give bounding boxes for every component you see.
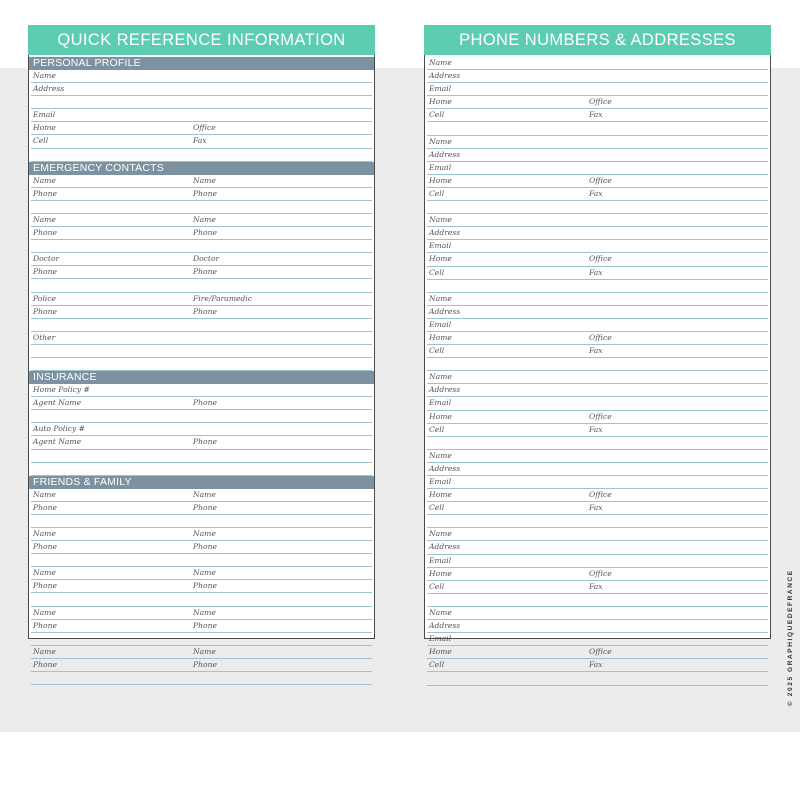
form-line[interactable]: [427, 136, 768, 149]
field-label-secondary: Name: [193, 646, 216, 656]
form-line[interactable]: [31, 149, 372, 162]
field-label-secondary: Fax: [589, 581, 603, 591]
form-line[interactable]: [427, 528, 768, 541]
field-label: Phone: [33, 267, 57, 277]
form-line[interactable]: [31, 646, 372, 659]
field-label: Home: [429, 97, 452, 107]
field-label-secondary: Phone: [193, 581, 217, 591]
form-line[interactable]: [31, 319, 372, 332]
form-line[interactable]: [31, 423, 372, 436]
quick-reference-form: [28, 55, 375, 669]
field-label: Name: [33, 214, 56, 224]
form-line[interactable]: [427, 489, 768, 502]
form-line[interactable]: [31, 672, 372, 685]
form-line[interactable]: [427, 411, 768, 424]
section-header: FRIENDS & FAMILY: [29, 476, 374, 489]
form-line[interactable]: [427, 345, 768, 358]
form-line[interactable]: [31, 567, 372, 580]
form-line[interactable]: [31, 96, 372, 109]
field-label: Home: [429, 490, 452, 500]
form-line[interactable]: [427, 371, 768, 384]
field-label: Phone: [33, 542, 57, 552]
field-label-secondary: Office: [589, 332, 612, 342]
field-label: Police: [33, 293, 56, 303]
form-line[interactable]: [31, 358, 372, 371]
form-line[interactable]: [31, 201, 372, 214]
field-label: Name: [429, 136, 452, 146]
form-line[interactable]: [427, 267, 768, 280]
field-label-secondary: Fax: [589, 503, 603, 513]
field-label: Address: [429, 463, 461, 473]
form-line[interactable]: [31, 135, 372, 148]
field-label-secondary: Name: [193, 568, 216, 578]
field-label: Phone: [33, 620, 57, 630]
field-label: Agent Name: [33, 398, 82, 408]
field-label: Email: [429, 319, 452, 329]
field-label: Address: [33, 84, 65, 94]
field-label: Name: [429, 607, 452, 617]
field-label: Cell: [429, 424, 445, 434]
form-line[interactable]: [31, 253, 372, 266]
field-label-secondary: Phone: [193, 398, 217, 408]
field-label: Email: [429, 555, 452, 565]
form-line[interactable]: [427, 162, 768, 175]
field-label-secondary: Name: [193, 214, 216, 224]
form-line[interactable]: [31, 279, 372, 292]
field-label: Phone: [33, 502, 57, 512]
form-line[interactable]: [427, 83, 768, 96]
form-line[interactable]: [427, 240, 768, 253]
form-line[interactable]: [427, 306, 768, 319]
field-label: Home: [429, 411, 452, 421]
form-line[interactable]: [31, 593, 372, 606]
form-line[interactable]: [427, 463, 768, 476]
form-line[interactable]: [31, 607, 372, 620]
form-line[interactable]: [31, 436, 372, 449]
field-label-secondary: Name: [193, 175, 216, 185]
form-line[interactable]: [427, 214, 768, 227]
section-header: EMERGENCY CONTACTS: [29, 162, 374, 175]
form-line[interactable]: [427, 57, 768, 70]
field-label: Name: [429, 215, 452, 225]
form-line[interactable]: [427, 397, 768, 410]
form-line[interactable]: [31, 188, 372, 201]
field-label: Phone: [33, 228, 57, 238]
field-label: Other: [33, 332, 56, 342]
form-line[interactable]: [31, 397, 372, 410]
form-line[interactable]: [31, 554, 372, 567]
field-label: Name: [429, 450, 452, 460]
form-line[interactable]: [427, 541, 768, 554]
field-label: Name: [429, 372, 452, 382]
form-line[interactable]: [427, 581, 768, 594]
field-label-secondary: Fax: [193, 136, 207, 146]
form-line[interactable]: [427, 188, 768, 201]
field-label-secondary: Office: [193, 123, 216, 133]
field-label: Cell: [429, 581, 445, 591]
field-label: Home: [429, 332, 452, 342]
field-label-secondary: Name: [193, 489, 216, 499]
field-label: Name: [33, 175, 56, 185]
field-label: Cell: [429, 267, 445, 277]
form-line[interactable]: [427, 633, 768, 646]
field-label: Cell: [429, 346, 445, 356]
field-label-secondary: Fax: [589, 267, 603, 277]
form-line[interactable]: [31, 332, 372, 345]
field-label: Home Policy #: [33, 385, 90, 395]
field-label: Address: [429, 385, 461, 395]
form-line[interactable]: [31, 266, 372, 279]
field-label-secondary: Fax: [589, 110, 603, 120]
form-line[interactable]: [427, 620, 768, 633]
form-line[interactable]: [31, 410, 372, 423]
form-line[interactable]: [31, 528, 372, 541]
field-label: Email: [429, 398, 452, 408]
field-label: Cell: [429, 188, 445, 198]
form-line[interactable]: [427, 122, 768, 135]
field-label-secondary: Fax: [589, 188, 603, 198]
form-line[interactable]: [31, 214, 372, 227]
address-book-form: [424, 55, 771, 670]
field-label-secondary: Phone: [193, 542, 217, 552]
field-label: Address: [429, 71, 461, 81]
field-label: Cell: [429, 503, 445, 513]
form-line[interactable]: [427, 568, 768, 581]
quick-reference-page: [28, 25, 375, 669]
form-line[interactable]: [31, 345, 372, 358]
field-label-secondary: Name: [193, 607, 216, 617]
form-line[interactable]: [31, 83, 372, 96]
form-line[interactable]: [427, 594, 768, 607]
form-line[interactable]: [31, 227, 372, 240]
phone-numbers-title: PHONE NUMBERS & ADDRESSES: [424, 25, 771, 55]
field-label-secondary: Fax: [589, 424, 603, 434]
form-line[interactable]: [427, 437, 768, 450]
form-line[interactable]: [427, 358, 768, 371]
field-label-secondary: Office: [589, 97, 612, 107]
form-line[interactable]: [427, 319, 768, 332]
field-label: Name: [33, 607, 56, 617]
copyright-notice: © 2025 GRAPHIQUEDEFRANCE: [787, 569, 794, 706]
field-label-secondary: Office: [589, 568, 612, 578]
field-label: Address: [429, 542, 461, 552]
field-label: Name: [33, 646, 56, 656]
field-label: Phone: [33, 306, 57, 316]
field-label: Home: [429, 647, 452, 657]
field-label: Phone: [33, 581, 57, 591]
form-line[interactable]: [31, 659, 372, 672]
field-label: Email: [429, 162, 452, 172]
field-label: Name: [33, 568, 56, 578]
section-header: INSURANCE: [29, 371, 374, 384]
field-label: Home: [429, 175, 452, 185]
form-line[interactable]: [427, 384, 768, 397]
section-header: PERSONAL PROFILE: [29, 57, 374, 70]
form-line[interactable]: [427, 280, 768, 293]
field-label-secondary: Fax: [589, 660, 603, 670]
form-line[interactable]: [31, 541, 372, 554]
form-line[interactable]: [427, 201, 768, 214]
field-label-secondary: Phone: [193, 502, 217, 512]
form-line[interactable]: [427, 450, 768, 463]
field-label-secondary: Office: [589, 254, 612, 264]
form-line[interactable]: [31, 502, 372, 515]
form-line[interactable]: [31, 109, 372, 122]
form-line[interactable]: [427, 70, 768, 83]
field-label: Agent Name: [33, 437, 82, 447]
phone-numbers-page: [424, 25, 771, 670]
field-label-secondary: Phone: [193, 659, 217, 669]
form-line[interactable]: [427, 646, 768, 659]
form-line[interactable]: [31, 489, 372, 502]
field-label-secondary: Office: [589, 647, 612, 657]
field-label-secondary: Phone: [193, 437, 217, 447]
field-label: Phone: [33, 188, 57, 198]
form-line[interactable]: [31, 122, 372, 135]
field-label: Address: [429, 228, 461, 238]
form-line[interactable]: [427, 96, 768, 109]
field-label: Name: [429, 529, 452, 539]
field-label: Email: [429, 84, 452, 94]
quick-reference-title: QUICK REFERENCE INFORMATION: [28, 25, 375, 55]
field-label-secondary: Office: [589, 411, 612, 421]
form-line[interactable]: [427, 109, 768, 122]
form-line[interactable]: [427, 515, 768, 528]
field-label: Address: [429, 621, 461, 631]
form-line[interactable]: [427, 253, 768, 266]
form-line[interactable]: [31, 580, 372, 593]
form-line[interactable]: [427, 607, 768, 620]
form-line[interactable]: [427, 476, 768, 489]
field-label: Email: [429, 241, 452, 251]
form-line[interactable]: [427, 424, 768, 437]
field-label: Email: [429, 477, 452, 486]
form-line[interactable]: [427, 659, 768, 672]
field-label: Address: [429, 149, 461, 159]
form-line[interactable]: [31, 463, 372, 476]
field-label: Name: [429, 293, 452, 303]
field-label: Auto Policy #: [33, 424, 85, 434]
field-label: Cell: [33, 136, 49, 146]
field-label-secondary: Phone: [193, 306, 217, 316]
form-line[interactable]: [31, 515, 372, 528]
form-line[interactable]: [31, 384, 372, 397]
form-line[interactable]: [427, 502, 768, 515]
form-line[interactable]: [31, 70, 372, 83]
field-label: Phone: [33, 659, 57, 669]
form-line[interactable]: [427, 227, 768, 240]
form-line[interactable]: [427, 672, 768, 685]
form-line[interactable]: [427, 149, 768, 162]
field-label-secondary: Fax: [589, 346, 603, 356]
form-line[interactable]: [427, 332, 768, 345]
form-line[interactable]: [427, 175, 768, 188]
form-line[interactable]: [31, 450, 372, 463]
field-label-secondary: Phone: [193, 188, 217, 198]
field-label: Home: [429, 254, 452, 264]
field-label: Name: [33, 529, 56, 538]
form-line[interactable]: [427, 293, 768, 306]
field-label: Home: [429, 568, 452, 578]
form-line[interactable]: [31, 293, 372, 306]
field-label: Email: [33, 110, 56, 120]
field-label-secondary: Doctor: [193, 254, 220, 264]
field-label: Home: [33, 123, 56, 133]
field-label: Address: [429, 306, 461, 316]
field-label: Name: [33, 489, 56, 499]
form-line[interactable]: [31, 306, 372, 319]
field-label-secondary: Phone: [193, 228, 217, 238]
form-line[interactable]: [31, 633, 372, 646]
field-label: Name: [33, 71, 56, 80]
field-label: Cell: [429, 110, 445, 120]
field-label: Doctor: [33, 254, 60, 264]
form-line[interactable]: [31, 620, 372, 633]
field-label-secondary: Fire/Paramedic: [193, 293, 253, 303]
field-label-secondary: Office: [589, 175, 612, 185]
form-line[interactable]: [31, 240, 372, 253]
field-label-secondary: Name: [193, 529, 216, 538]
field-label: Name: [429, 58, 452, 67]
field-label-secondary: Phone: [193, 267, 217, 277]
form-line[interactable]: [31, 175, 372, 188]
form-line[interactable]: [427, 555, 768, 568]
field-label: Email: [429, 634, 452, 644]
field-label: Cell: [429, 660, 445, 670]
field-label-secondary: Phone: [193, 620, 217, 630]
field-label-secondary: Office: [589, 490, 612, 500]
